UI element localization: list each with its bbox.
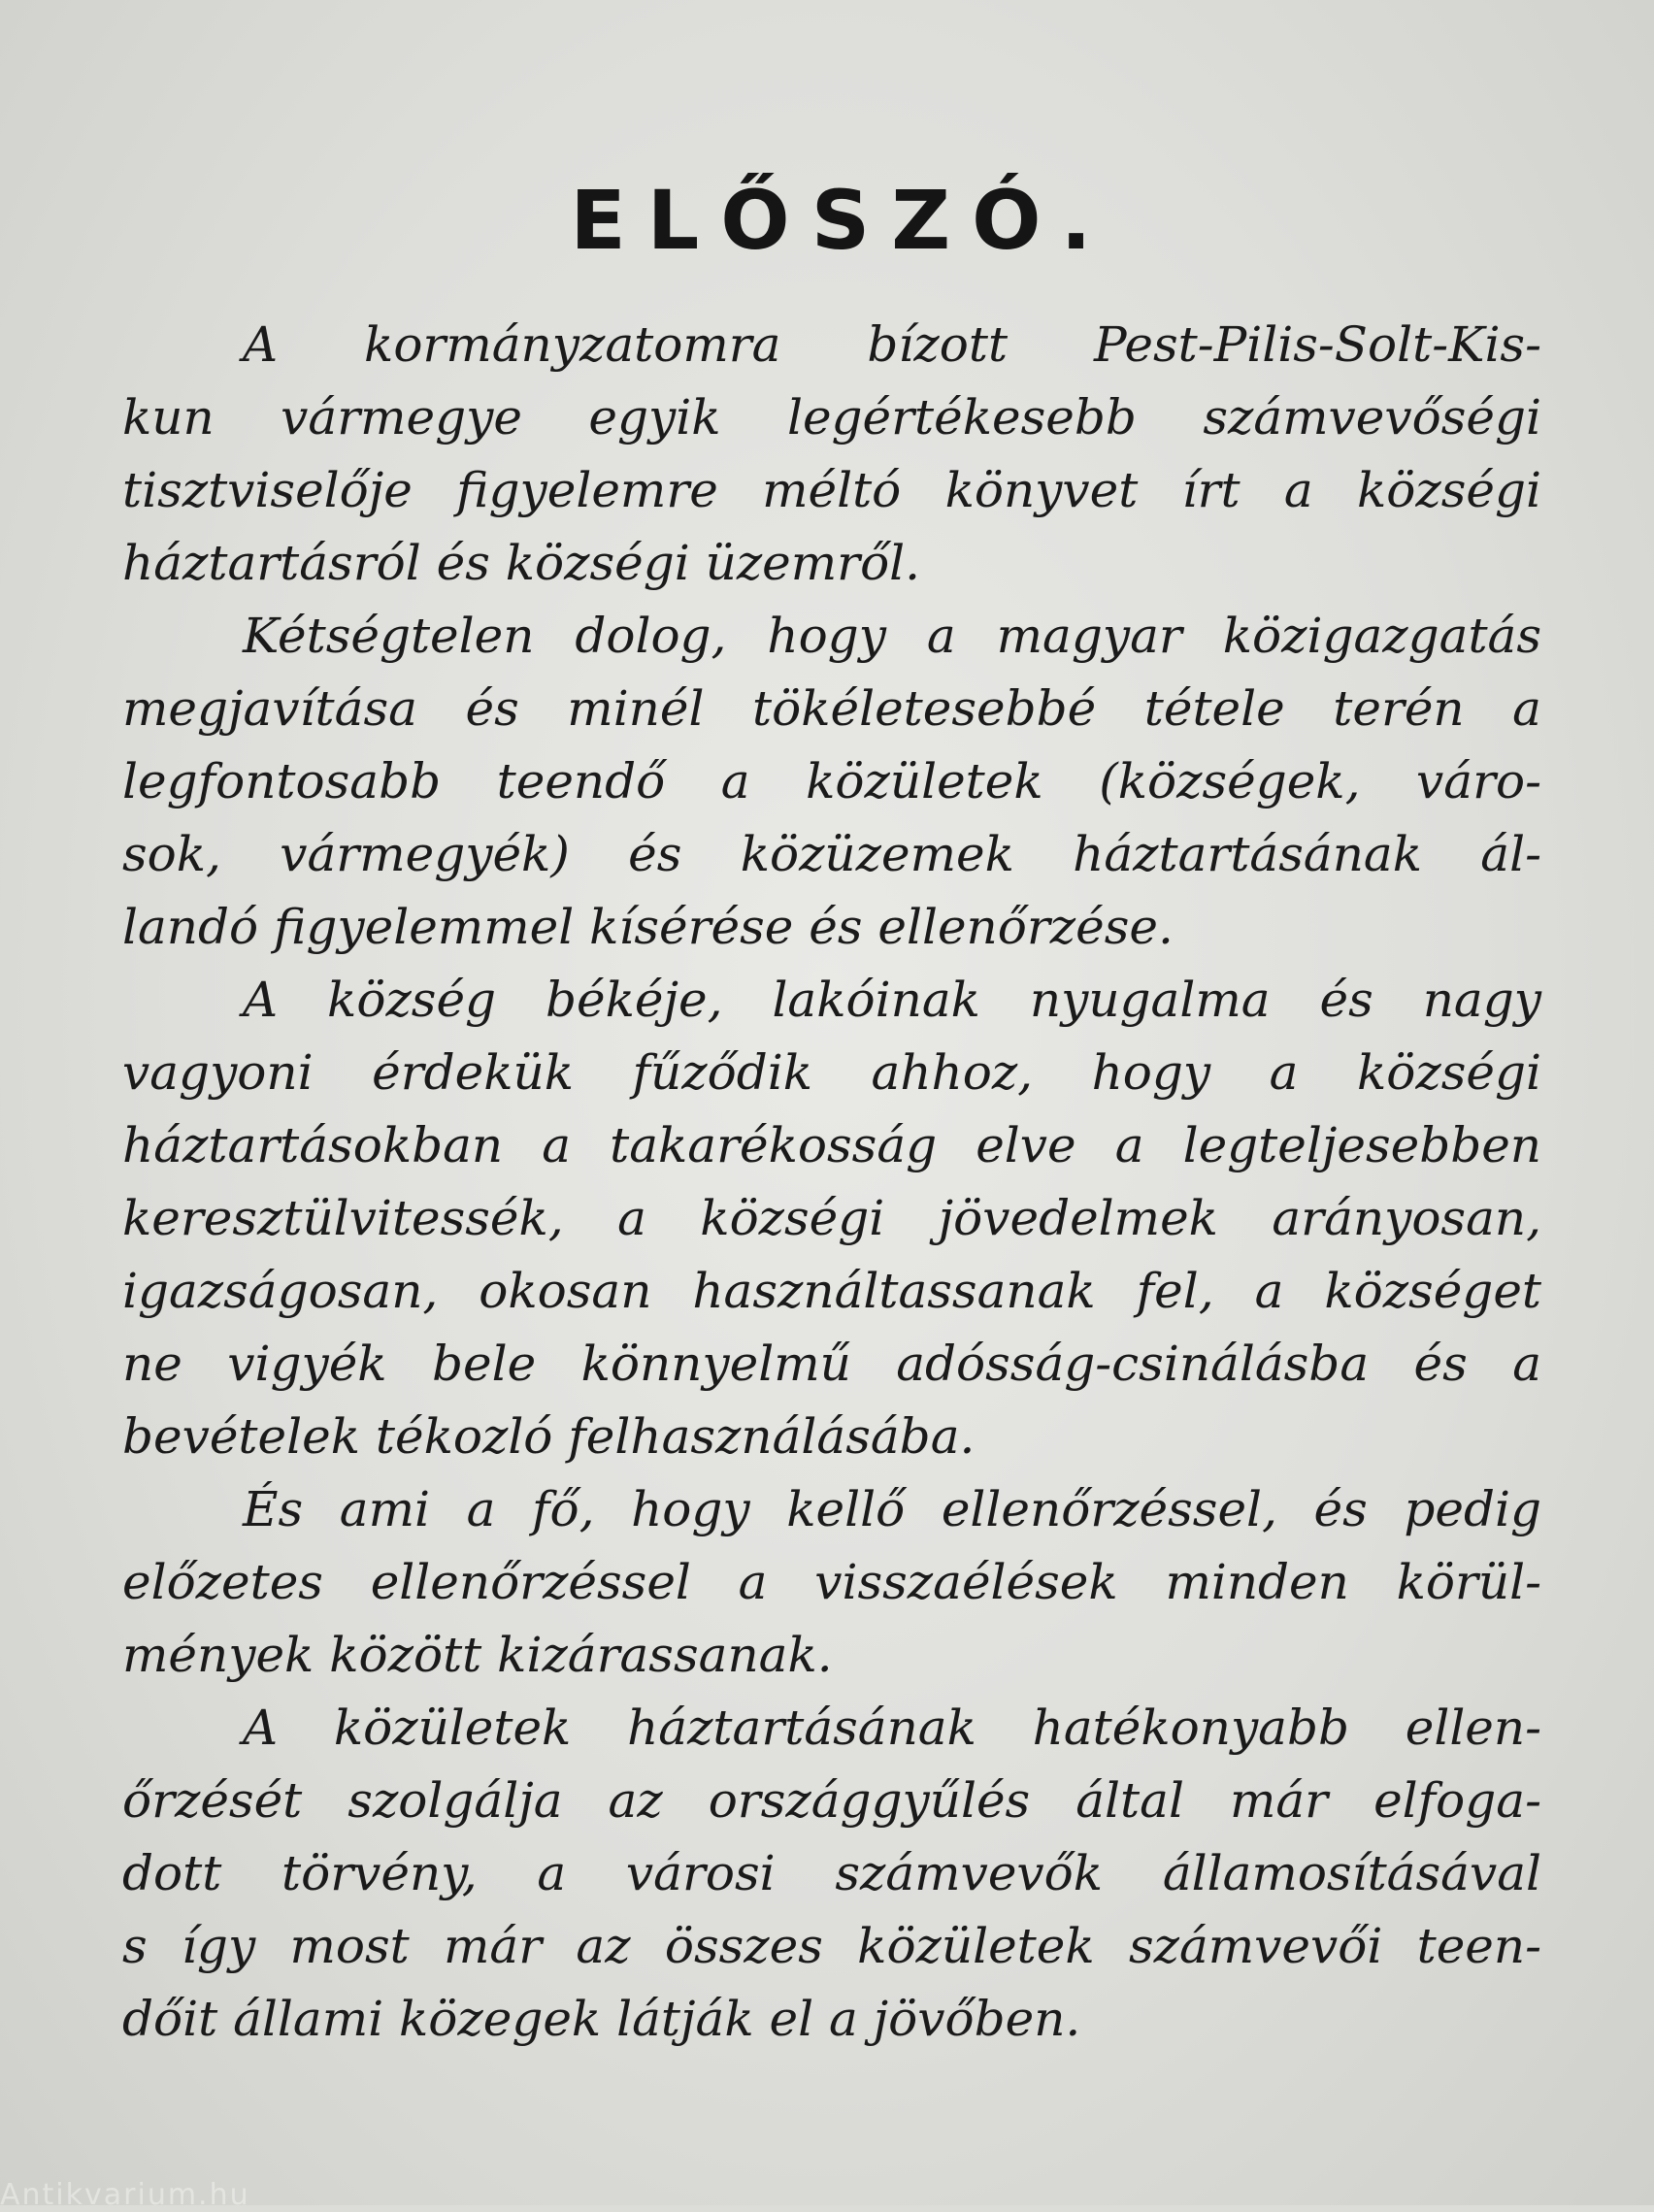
paragraph-3	[122, 964, 1541, 1473]
text-line: ne vigyék bele könnyelmű adósság-csinálásba és a	[122, 1336, 1541, 1392]
text-line: És ami a fő, hogy kellő ellenőrzéssel, és pedig	[243, 1481, 1541, 1537]
text-line: A község békéje, lakóinak nyugalma és nagy	[243, 972, 1541, 1028]
text-line: A közületek háztartásának hatékonyabb ellen-	[243, 1700, 1541, 1756]
text-line: vagyoni érdekük fűződik ahhoz, hogy a községi	[122, 1044, 1541, 1101]
text-line: keresztülvitessék, a községi jövedelmek arányosan,	[122, 1190, 1541, 1246]
text-line: bevételek tékozló felhasználásába.	[122, 1408, 976, 1465]
paragraph-2	[122, 600, 1541, 964]
text-line: őrzését szolgálja az országgyűlés által már elfoga-	[122, 1772, 1541, 1829]
text-line: kun vármegye egyik legértékesebb számvevőségi	[122, 389, 1541, 446]
paragraph-5	[122, 1692, 1541, 2056]
text-line: sok, vármegyék) és közüzemek háztartásának ál-	[122, 826, 1541, 882]
text-line: s így most már az összes közületek számvevői teen-	[122, 1918, 1541, 1974]
text-line: dott törvény, a városi számvevők államosításával	[122, 1845, 1541, 1901]
text-line: dőit állami közegek látják el a jövőben.	[122, 1991, 1081, 2047]
text-line: igazságosan, okosan használtassanak fel, a községet	[122, 1263, 1541, 1319]
body-text	[122, 309, 1541, 2056]
page-title: ELŐSZÓ.	[570, 173, 1113, 268]
watermark: Antikvarium.hu	[0, 2178, 250, 2212]
text-line: tisztviselője figyelemre méltó könyvet írt a községi	[122, 462, 1541, 518]
text-line: Kétségtelen dolog, hogy a magyar közigazgatás	[243, 608, 1541, 664]
text-line: landó figyelemmel kísérése és ellenőrzése.	[122, 899, 1174, 955]
text-line: megjavítása és minél tökéletesebbé tétele terén a	[122, 680, 1541, 737]
text-line: mények között kizárassanak.	[122, 1627, 833, 1683]
text-line: háztartásról és községi üzemről.	[122, 535, 921, 591]
paragraph-1	[122, 309, 1541, 600]
text-line: legfontosabb teendő a közületek (községek, váro-	[122, 753, 1541, 809]
text-line: előzetes ellenőrzéssel a visszaélések minden körül-	[122, 1554, 1541, 1610]
text-line: háztartásokban a takarékosság elve a legteljesebben	[122, 1117, 1541, 1173]
paragraph-4	[122, 1473, 1541, 1692]
text-line: A kormányzatomra bízott Pest-Pilis-Solt-Kis-	[243, 316, 1541, 373]
